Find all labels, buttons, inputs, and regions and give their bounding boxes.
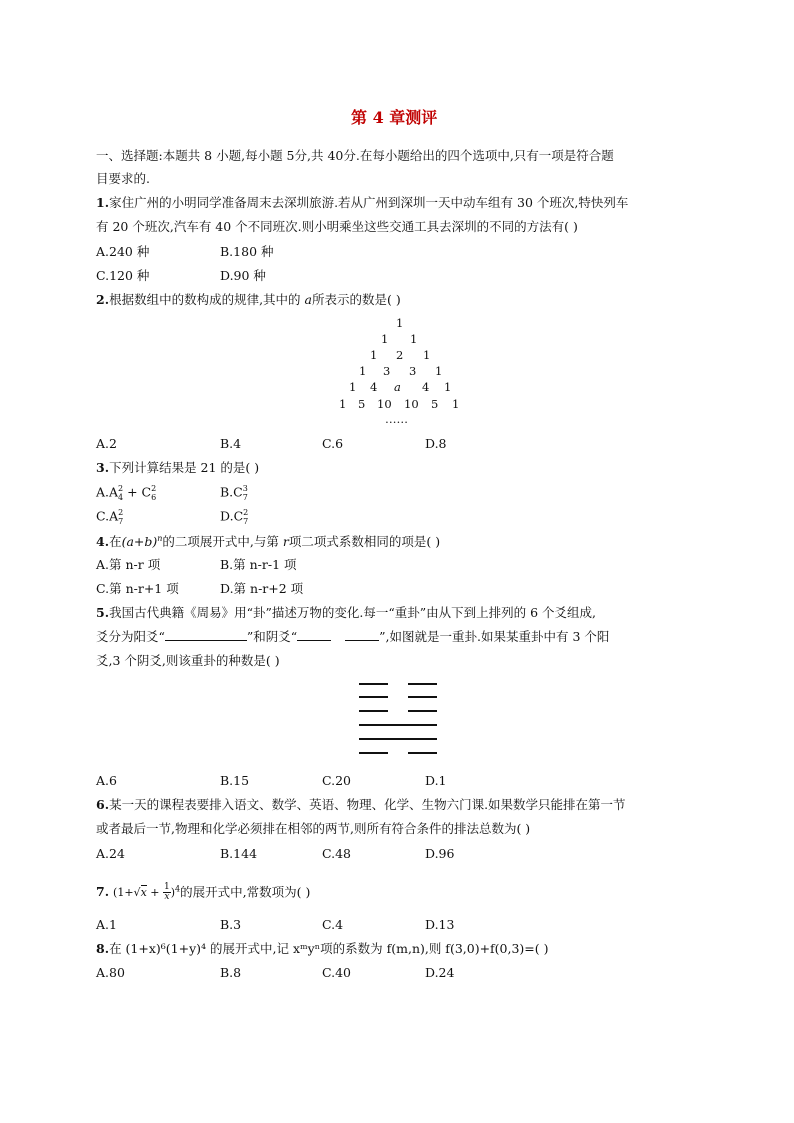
q3-option-b-label: B. <box>220 484 234 500</box>
yin-yao-left-symbol <box>297 634 331 641</box>
q5-number: 5. <box>96 605 110 620</box>
q1-text-line1: 家住广州的小明同学准备周末去深圳旅游.若从广州到深圳一天中动车组有 30 个班次,特快列车 <box>109 195 629 210</box>
q3-option-d-label: D. <box>220 508 234 524</box>
q4-expr: (a+b) <box>121 534 158 550</box>
q7-option-b[interactable]: B.3 <box>220 917 242 932</box>
triangle-cell: 1 <box>359 364 367 378</box>
q7-expr-close: ) <box>170 885 176 899</box>
q3-option-c-sup: 2 <box>118 508 124 517</box>
q3-option-a-symbol: A <box>109 484 119 500</box>
triangle-cell: 1 <box>370 348 378 362</box>
triangle-cell: 1 <box>349 380 357 394</box>
triangle-cell: 1 <box>410 332 418 346</box>
q2-option-c[interactable]: C.6 <box>322 436 344 451</box>
q3-option-b-symbol: C <box>233 484 243 500</box>
q3-option-d[interactable] <box>220 508 248 526</box>
yin-line-right <box>408 696 437 698</box>
triangle-cell: 1 <box>452 397 460 411</box>
q5-option-b[interactable]: B.15 <box>220 773 250 788</box>
q7-expr-x: x <box>140 885 147 899</box>
q2-option-d[interactable]: D.8 <box>425 436 447 451</box>
q5-text-line2-c: ”,如图就是一重卦.如果某重卦中有 3 个阳 <box>379 629 610 644</box>
q3-option-c-sub: 7 <box>118 517 124 526</box>
q2-option-b[interactable]: B.4 <box>220 436 242 451</box>
q5-line1 <box>96 607 596 620</box>
q3-line1 <box>96 462 259 475</box>
q7-expr-open: (1+√ <box>113 885 141 899</box>
triangle-cell: 10 <box>377 397 392 411</box>
q3-option-b-sub: 7 <box>242 493 248 502</box>
q5-text-line2-b: ”和阴爻“ <box>246 629 298 644</box>
q8-option-c[interactable]: C.40 <box>322 965 351 980</box>
yin-yao-right-symbol <box>345 634 379 641</box>
q3-option-b-sup: 3 <box>242 484 248 493</box>
q4-option-d[interactable]: D.第 n-r+2 项 <box>220 581 304 596</box>
q4-option-b[interactable]: B.第 n-r-1 项 <box>220 557 297 572</box>
yin-line-right <box>408 683 437 685</box>
q7-expr-plus: + <box>146 885 164 899</box>
triangle-cell: 1 <box>435 364 443 378</box>
q1-line2: 有 20 个班次,汽车有 40 个不同班次.则小明乘坐这些交通工具去深圳的不同的方法有( ) <box>96 219 578 234</box>
q8-option-a[interactable]: A.80 <box>96 965 125 980</box>
q8-option-b[interactable]: B.8 <box>220 965 242 980</box>
q2-line1 <box>96 294 401 307</box>
section-instructions-line2: 目要求的. <box>96 171 150 186</box>
yin-line-right <box>408 752 437 754</box>
q8-text: 在 (1+x)⁶(1+y)⁴ 的展开式中,记 xᵐyⁿ项的系数为 f(m,n),则 f(3,0)+f(0,3)=( ) <box>109 941 549 956</box>
q5-text-line1: 我国古代典籍《周易》用“卦”描述万物的变化.每一“重卦”由从下到上排列的 6 个爻组成, <box>109 605 596 620</box>
q2-text-a: 根据数组中的数构成的规律,其中的 <box>109 292 305 307</box>
q3-option-c-label: C. <box>96 508 110 524</box>
triangle-cell: 1 <box>339 397 347 411</box>
q5-text-line2-a: 爻分为阳爻“ <box>96 629 165 644</box>
q6-line2: 或者最后一节,物理和化学必须排在相邻的两节,则所有符合条件的排法总数为( ) <box>96 821 531 836</box>
q1-option-d[interactable]: D.90 种 <box>220 268 266 283</box>
q4-text-a: 在 <box>109 534 122 550</box>
q6-option-b[interactable]: B.144 <box>220 846 258 861</box>
q4-line1 <box>96 535 440 549</box>
q4-text-c: 项二项式系数相同的项是( ) <box>288 534 441 550</box>
triangle-cell: 1 <box>444 380 452 394</box>
page-title: 第 4 章测评 <box>351 108 438 127</box>
q8-option-d[interactable]: D.24 <box>425 965 455 980</box>
q4-option-a[interactable]: A.第 n-r 项 <box>96 557 161 572</box>
q6-line1 <box>96 799 626 812</box>
q7-frac-num: 1 <box>164 882 170 892</box>
q7-expression <box>113 882 181 902</box>
triangle-cell: 3 <box>409 364 417 378</box>
triangle-cell: 1 <box>396 316 404 330</box>
q6-text-line1: 某一天的课程表要排入语文、数学、英语、物理、化学、生物六门课.如果数学只能排在第一节 <box>109 797 626 812</box>
q6-option-c[interactable]: C.48 <box>322 846 351 861</box>
q2-var-a: a <box>304 292 312 307</box>
q2-number: 2. <box>96 292 110 307</box>
q7-expr-pow: 4 <box>175 883 181 893</box>
q8-line1 <box>96 943 549 956</box>
q7-option-d[interactable]: D.13 <box>425 917 455 932</box>
q5-option-d[interactable]: D.1 <box>425 773 447 788</box>
yang-yao-symbol <box>165 634 247 641</box>
q1-option-a[interactable]: A.240 种 <box>96 244 150 259</box>
q3-number: 3. <box>96 460 110 475</box>
triangle-cell: 5 <box>431 397 439 411</box>
q4-expr-sup: n <box>157 534 163 543</box>
q7-line1 <box>96 883 310 902</box>
q7-option-a[interactable]: A.1 <box>96 917 117 932</box>
q4-var-r: r <box>282 534 289 550</box>
triangle-cell: 4 <box>422 380 430 394</box>
q7-text: 的展开式中,常数项为( ) <box>180 884 311 900</box>
triangle-cell: 1 <box>381 332 389 346</box>
triangle-cell: 10 <box>404 397 419 411</box>
yin-line-left <box>359 696 388 698</box>
q3-option-b[interactable] <box>220 484 248 502</box>
q5-option-a[interactable]: A.6 <box>96 773 117 788</box>
yin-line-right <box>408 710 437 712</box>
q1-line1 <box>96 197 628 210</box>
q3-option-a[interactable] <box>96 484 156 502</box>
section-instructions-line1: 一、选择题:本题共 8 小题,每小题 5分,共 40分.在每小题给出的四个选项中,只有一项是符合题 <box>96 148 614 163</box>
q2-text-b: 所表示的数是( ) <box>311 292 401 307</box>
triangle-cell: 1 <box>423 348 431 362</box>
q7-number: 7. <box>96 884 110 899</box>
q3-option-c[interactable] <box>96 508 123 526</box>
q7-option-c[interactable]: C.4 <box>322 917 344 932</box>
q3-option-a-sub: 4 <box>118 493 124 502</box>
triangle-ellipsis: …… <box>385 412 408 426</box>
q2-option-a[interactable]: A.2 <box>96 436 117 451</box>
q3-option-a-plus: + C <box>123 484 152 500</box>
yin-line-left <box>359 710 388 712</box>
yin-line-left <box>359 683 388 685</box>
q8-number: 8. <box>96 941 110 956</box>
q5-line3: 爻,3 个阴爻,则该重卦的种数是( ) <box>96 653 280 668</box>
triangle-cell: 3 <box>383 364 391 378</box>
q7-frac-den: x <box>164 892 170 902</box>
q5-line2 <box>96 631 609 644</box>
yang-line <box>359 738 437 740</box>
q3-option-a-label: A. <box>96 484 110 500</box>
q3-option-a-sup: 2 <box>118 484 124 493</box>
q5-option-c[interactable]: C.20 <box>322 773 351 788</box>
q1-option-b[interactable]: B.180 种 <box>220 244 274 259</box>
q4-option-c[interactable]: C.第 n-r+1 项 <box>96 581 179 596</box>
triangle-cell-unknown: a <box>394 380 401 394</box>
yin-line-left <box>359 752 388 754</box>
yang-line <box>359 724 437 726</box>
triangle-cell: 4 <box>370 380 378 394</box>
q1-number: 1. <box>96 195 110 210</box>
triangle-cell: 2 <box>396 348 404 362</box>
q3-option-d-sup: 2 <box>243 508 249 517</box>
q6-option-a[interactable]: A.24 <box>96 846 125 861</box>
q3-option-d-symbol: C <box>233 508 244 524</box>
triangle-cell: 5 <box>358 397 366 411</box>
q3-option-a-sub2: 6 <box>151 493 157 502</box>
q3-option-c-symbol: A <box>109 508 119 524</box>
q1-option-c[interactable]: C.120 种 <box>96 268 150 283</box>
q4-text-b: 的二项展开式中,与第 <box>162 534 283 550</box>
q6-option-d[interactable]: D.96 <box>425 846 455 861</box>
q4-number: 4. <box>96 534 110 550</box>
q7-fraction <box>163 883 171 902</box>
q3-option-a-sup2: 2 <box>151 484 157 493</box>
q3-text: 下列计算结果是 21 的是( ) <box>109 460 260 475</box>
q3-option-d-sub: 7 <box>243 517 249 526</box>
q6-number: 6. <box>96 797 110 812</box>
